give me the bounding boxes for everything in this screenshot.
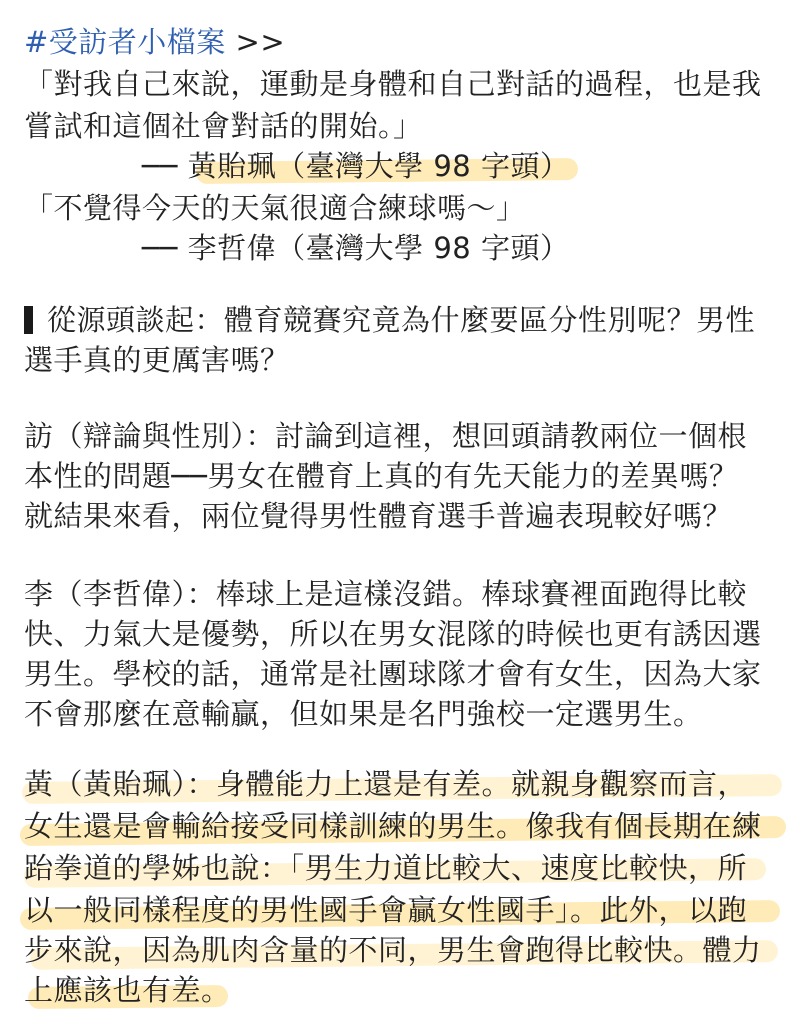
quote-line: 「對我自己來說，運動是身體和自己對話的過程，也是我 (24, 67, 762, 101)
paragraph-line: 李（李哲偉）：棒球上是這樣沒錯。棒球賽裡面跑得比較 (24, 577, 748, 611)
paragraph-line: 訪（辯論與性別）：討論到這裡，想回頭請教兩位一個根 (24, 419, 748, 453)
paragraph-line: 黃（黃貽珮）：身體能力上還是有差。就親身觀察而言， (24, 767, 748, 801)
section-heading (24, 300, 755, 340)
section-heading-text: 從源頭談起：體育競賽究竟為什麼要區分性別呢？男性 (47, 303, 756, 337)
section-bullet-icon (24, 306, 33, 334)
paragraph-line: 快、力氣大是優勢，所以在男女混隊的時候也更有誘因選 (24, 617, 762, 651)
quote-attribution: ── 黃貽珮（臺灣大學 98 字頭） (142, 149, 570, 183)
paragraph-line: 跆拳道的學姊也說：「男生力道比較大、速度比較快，所 (24, 851, 748, 885)
paragraph-line: 男生。學校的話，通常是社團球隊才會有女生，因為大家 (24, 657, 762, 691)
paragraph-line: 上應該也有差。 (24, 973, 231, 1007)
section-heading-continued: 選手真的更厲害嗎？ (24, 343, 290, 377)
paragraph-line: 步來說，因為肌肉含量的不同，男生會跑得比較快。體力 (24, 933, 762, 967)
quote-attribution: ── 李哲偉（臺灣大學 98 字頭） (142, 231, 570, 265)
quote-line: 嘗試和這個社會對話的開始。」 (24, 109, 423, 143)
paragraph-line: 以一般同樣程度的男性國手會贏女性國手」。此外，以跑 (24, 893, 748, 927)
paragraph-line: 本性的問題──男女在體育上真的有先天能力的差異嗎？ (24, 459, 739, 493)
paragraph-line: 不會那麼在意輸贏，但如果是名門強校一定選男生。 (24, 697, 703, 731)
hashtag-link[interactable]: #受訪者小檔案 (24, 25, 226, 59)
paragraph-line: 女生還是會輸給接受同樣訓練的男生。像我有個長期在練 (24, 809, 762, 843)
header-arrow: >> (225, 25, 286, 59)
paragraph-line: 就結果來看，兩位覺得男性體育選手普遍表現較好嗎？ (24, 499, 733, 533)
quote-line: 「不覺得今天的天氣很適合練球嗎～」 (24, 191, 526, 225)
interviewee-profile-header (24, 22, 285, 62)
